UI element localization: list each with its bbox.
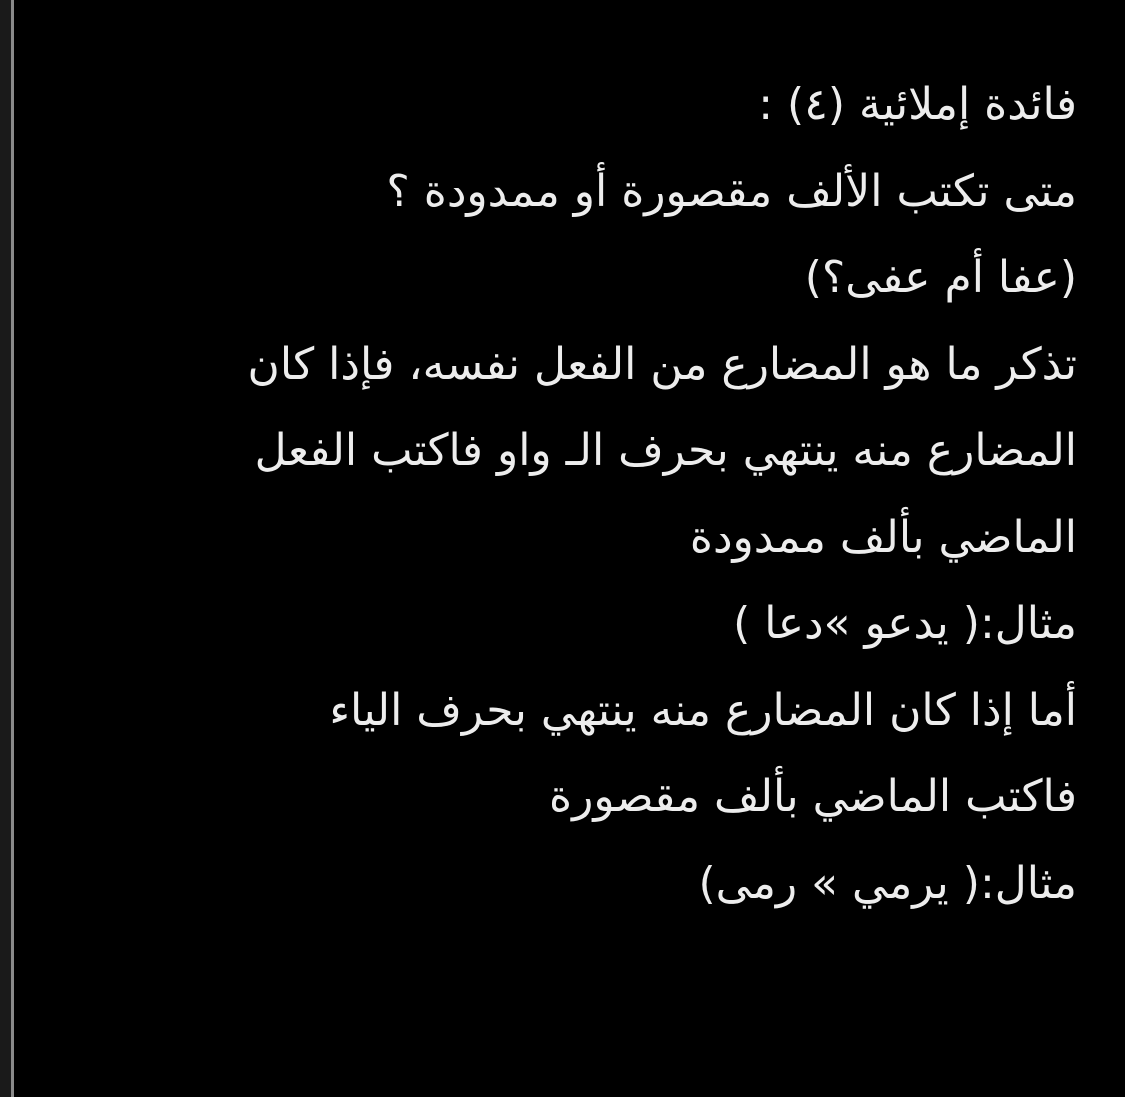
spelling-note-text [77,62,1077,927]
note-rule-line-3: الماضي بألف ممدودة [689,511,1077,563]
note-rule-line-2: المضارع منه ينتهي بحرف الـ واو فاكتب الفعل [254,425,1077,476]
note-title: فائدة إملائية (٤) : [758,79,1077,130]
note-rule-line-5: فاكتب الماضي بألف مقصورة [549,771,1077,822]
note-example-1: مثال:( يدعو »دعا ) [733,598,1077,649]
note-question: متى تكتب الألف مقصورة أو ممدودة ؟ [386,165,1077,217]
note-example-2: مثال:( يرمي » رمى) [698,857,1077,909]
note-rule-line-1: تذكر ما هو المضارع من الفعل نفسه، فإذا كان [247,338,1077,390]
note-rule-line-4: أما إذا كان المضارع منه ينتهي بحرف الياء [329,684,1077,736]
note-example-question: (عفا أم عفى؟) [804,252,1077,303]
left-edge-divider [0,0,14,1097]
